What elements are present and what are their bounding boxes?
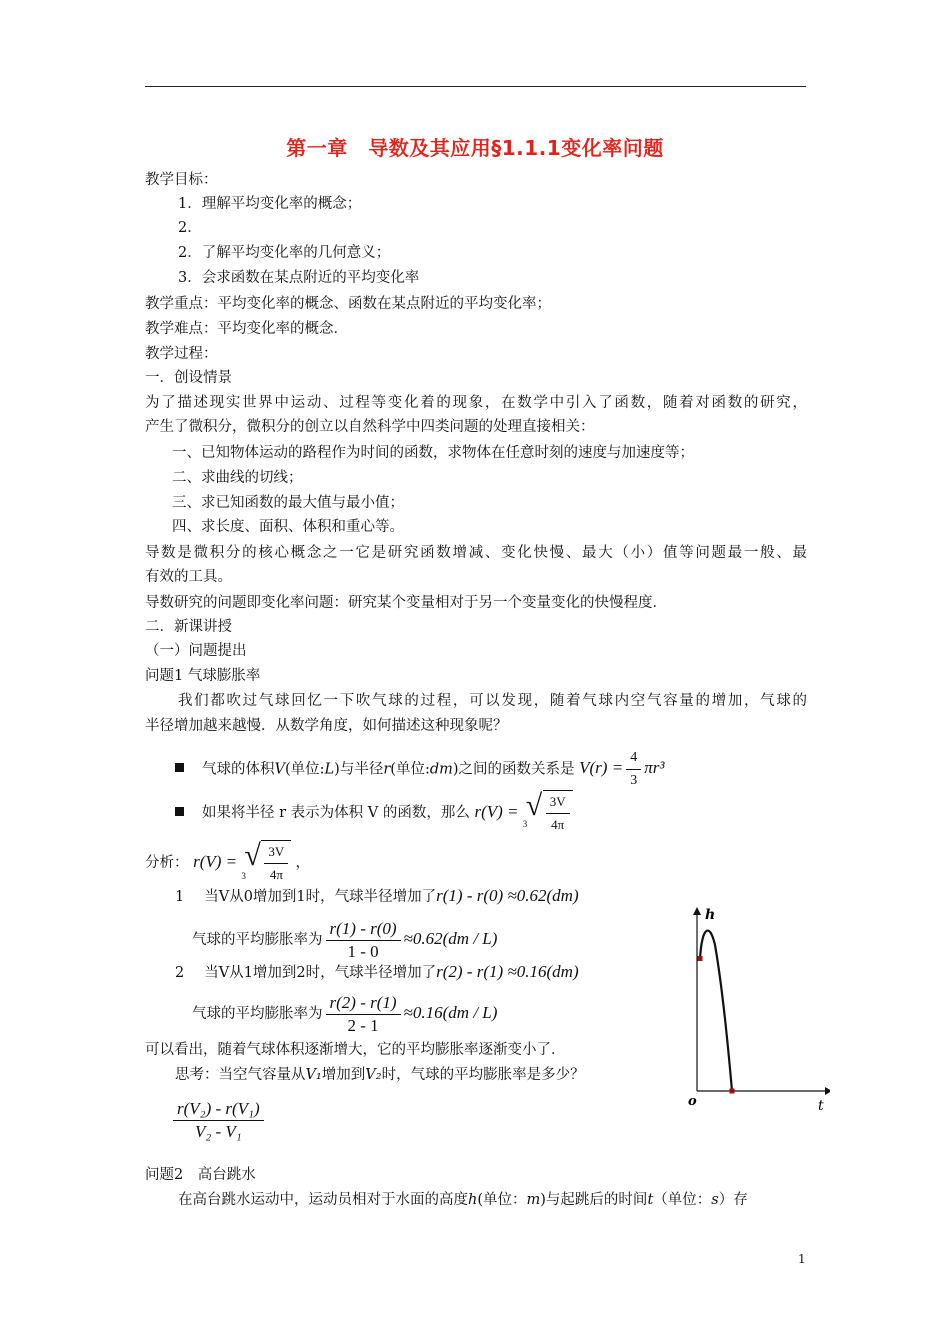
trajectory-curve xyxy=(700,931,732,1091)
h-axis-arrow xyxy=(693,907,701,915)
problem-heading: 问题1 气球膨胀率 xyxy=(145,668,261,684)
step-one: 1 当V从0增加到1时，气球半径增加了r(1) - r(0) ≈0.62(dm) xyxy=(175,886,579,905)
t-axis-label: t xyxy=(818,1098,824,1114)
paragraph: 我们都吹过气球回忆一下吹气球的过程，可以发现，随着气球内空气容量的增加，气球的 xyxy=(178,693,807,709)
section-heading: 二．新课讲授 xyxy=(145,619,232,635)
square-bullet-icon xyxy=(175,807,184,816)
step-two: 2 当V从1增加到2时，气球半径增加了r(2) - r(1) ≈0.16(dm) xyxy=(175,962,579,981)
paragraph: 有效的工具。 xyxy=(145,569,232,585)
goal-item: 2． xyxy=(178,220,202,236)
sub-heading: （一）问题提出 xyxy=(145,643,247,659)
goal-item: 2．了解平均变化率的几何意义； xyxy=(178,245,391,261)
list-item: 三、求已知函数的最大值与最小值； xyxy=(172,495,404,511)
rate-two: 气球的平均膨胀率为 $\frac{r(2) - r(1)}{2 - 1}$ ≈0.16(dm / L) xyxy=(192,992,498,1035)
analysis-line: 分析： r(V) = 3 √ $\frac{3V}{4\pi}$ ， xyxy=(145,840,310,886)
start-point xyxy=(698,956,703,961)
goal-item: 3．会求函数在某点附近的平均变化率 xyxy=(178,270,420,286)
square-bullet-icon xyxy=(175,763,184,772)
difficulty: 教学难点：平均变化率的概念． xyxy=(145,321,348,337)
origin-label: o xyxy=(688,1094,697,1109)
paragraph: 为了描述现实世界中运动、过程等变化着的现象，在数学中引入了函数，随着对函数的研究， xyxy=(145,395,807,411)
list-item: 四、求长度、面积、体积和重心等。 xyxy=(172,519,404,535)
think-question: 思考：当空气容量从V₁增加到V₂时，气球的平均膨胀率是多少？ xyxy=(175,1067,585,1083)
formula: r(V) = 3 √ $\frac{3V}{4\pi}$ xyxy=(193,852,295,871)
paragraph: 产生了微积分，微积分的创立以自然科学中四类问题的处理直接相关： xyxy=(145,419,595,435)
key-point: 教学重点：平均变化率的概念、函数在某点附近的平均变化率； xyxy=(145,296,551,312)
formula: r(V) = 3 √ $\frac{3V}{4\pi}$ xyxy=(474,802,572,821)
t-axis-arrow xyxy=(825,1087,830,1095)
paragraph: 半径增加越来越慢．从数学角度，如何描述这种现象呢？ xyxy=(145,718,508,734)
page-title: 第一章 导数及其应用§1.1.1变化率问题 xyxy=(286,136,664,160)
bullet-radius: 如果将半径 r 表示为体积 V 的函数，那么 r(V) = 3 √ $\frac{3V}{4\pi}$ xyxy=(175,790,573,836)
section-heading: 一．创设情景 xyxy=(145,370,232,386)
goals-heading: 教学目标： xyxy=(145,172,218,188)
list-item: 一、已知物体运动的路程作为时间的函数，求物体在任意时刻的速度与加速度等； xyxy=(172,445,694,461)
header-rule xyxy=(145,86,806,87)
h-axis-label: h xyxy=(705,907,716,923)
paragraph: 导数研究的问题即变化率问题：研究某个变量相对于另一个变量变化的快慢程度． xyxy=(145,595,667,611)
page-number: 1 xyxy=(798,1252,806,1266)
goal-item: 1．理解平均变化率的概念； xyxy=(178,196,362,212)
conclusion: 可以看出，随着气球体积逐渐增大，它的平均膨胀率逐渐变小了． xyxy=(145,1042,566,1058)
average-rate-formula: $\frac{\text{r(V₂) - r(V₁)}}{\text{V₂ - V₁}}$ xyxy=(170,1098,267,1143)
formula: V(r) = $\frac{4}{3}$ πr³ xyxy=(579,758,664,777)
water-point xyxy=(730,1089,735,1094)
list-item: 二、求曲线的切线； xyxy=(172,470,303,486)
process-heading: 教学过程： xyxy=(145,346,218,362)
paragraph: 在高台跳水运动中，运动员相对于水面的高度h(单位：m)与起跳后的时间t（单位：s）存 xyxy=(178,1192,748,1208)
rate-one: 气球的平均膨胀率为 $\frac{r(1) - r(0)}{1 - 0}$ ≈0.62(dm / L) xyxy=(192,918,498,961)
paragraph: 导数是微积分的核心概念之一它是研究函数增减、变化快慢、最大（小）值等问题最一般、最 xyxy=(145,545,807,561)
problem-heading: 问题2 高台跳水 xyxy=(145,1167,256,1183)
bullet-volume: 气球的体积V(单位:L)与半径r(单位:dm)之间的函数关系是 V(r) = $\frac{4}{3}$ πr³ xyxy=(175,747,664,792)
height-time-graph xyxy=(680,905,830,1115)
